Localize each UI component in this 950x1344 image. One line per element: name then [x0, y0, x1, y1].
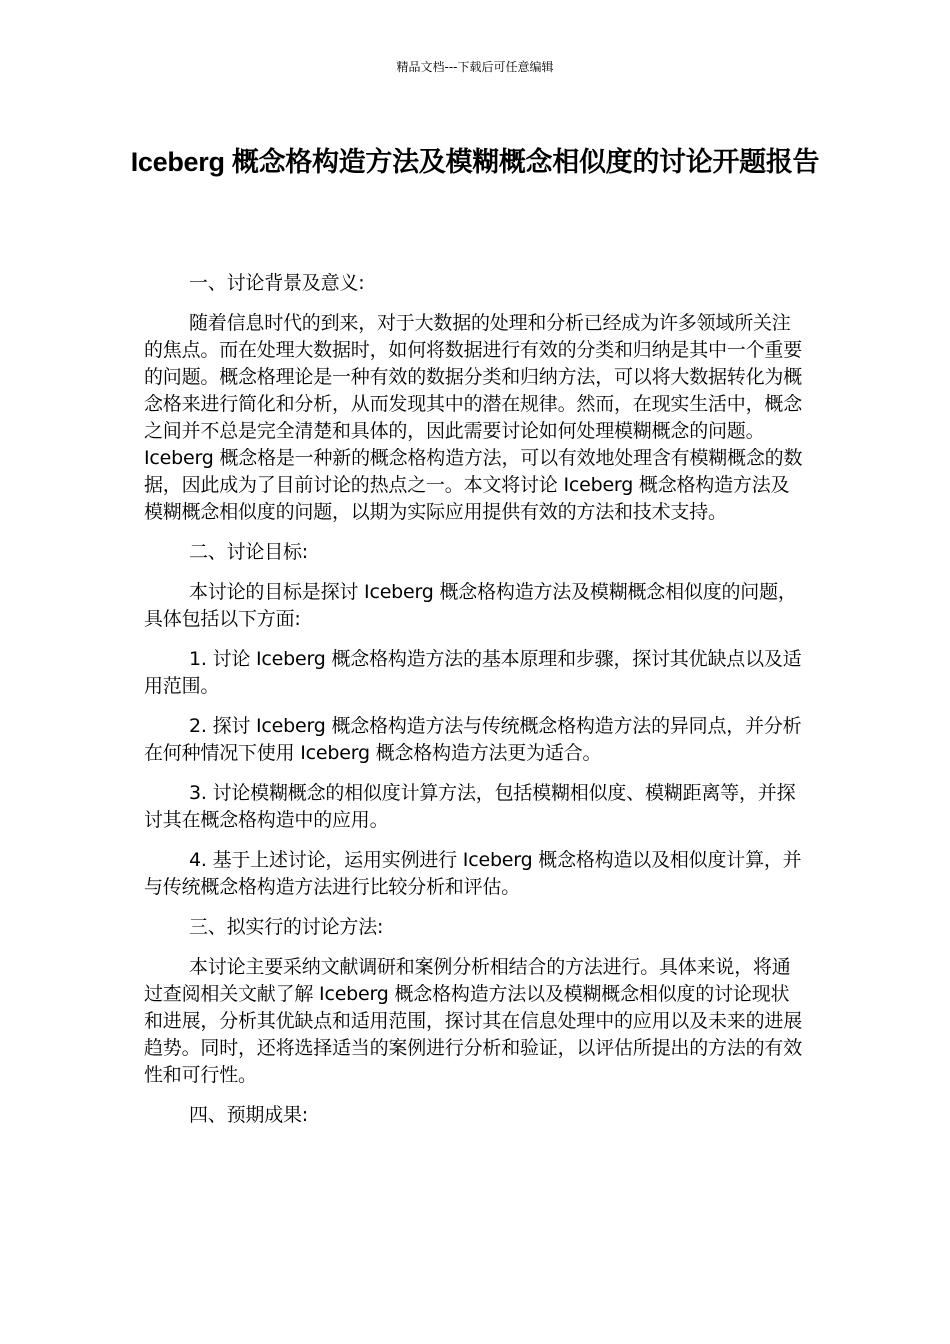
paragraph-goals-intro: 本讨论的目标是探讨 Iceberg 概念格构造方法及模糊概念相似度的问题，具体包括以下方面:: [144, 581, 797, 630]
section-heading-goals: 二、讨论目标:: [189, 541, 309, 563]
goal-item-3: 3. 讨论模糊概念的相似度计算方法，包括模糊相似度、模糊距离等，并探讨其在概念格构造中的应用。: [144, 782, 796, 831]
document-body: [144, 270, 808, 1142]
goal-item-1: 1. 讨论 Iceberg 概念格构造方法的基本原理和步骤，探讨其优缺点以及适用范围。: [144, 648, 802, 697]
goal-item-2: 2. 探讨 Iceberg 概念格构造方法与传统概念格构造方法的异同点，并分析在何种情况下使用 Iceberg 概念格构造方法更为适合。: [144, 715, 802, 764]
section-heading-outcomes: 四、预期成果:: [189, 1104, 309, 1126]
paragraph-background: 随着信息时代的到来，对于大数据的处理和分析已经成为许多领域所关注的焦点。而在处理大数据时，如何将数据进行有效的分类和归纳是其中一个重要的问题。概念格理论是一种有效的数据分类和归纳方法，可以将大数据转化为概念格来进行简化和分析，从而发现其中的潜在规律。然而，在现实生活中，概念之间并不总是完全清楚和具体的，因此需要讨论如何处理模糊概念的问题。Iceberg 概念格是一种新的概念格构造方法，可以有效地处理含有模糊概念的数据，因此成为了目前讨论的热点之一。本文将讨论 Iceberg 概念格构造方法及模糊概念相似度的问题，以期为实际应用提供有效的方法和技术支持。: [144, 312, 803, 523]
section-heading-methods: 三、拟实行的讨论方法:: [189, 916, 384, 938]
section-heading-background: 一、讨论背景及意义:: [189, 272, 365, 294]
paragraph-methods: 本讨论主要采纳文献调研和案例分析相结合的方法进行。具体来说，将通过查阅相关文献了解 Iceberg 概念格构造方法以及模糊概念相似度的讨论现状和进展，分析其优缺点和适用范围，探讨其在信息处理中的应用以及未来的进展趋势。同时，还将选择适当的案例进行分析和验证，以评估所提出的方法的有效性和可行性。: [144, 956, 803, 1086]
document-title: Iceberg 概念格构造方法及模糊概念相似度的讨论开题报告: [130, 147, 820, 177]
goal-item-4: 4. 基于上述讨论，运用实例进行 Iceberg 概念格构造以及相似度计算，并与传统概念格构造方法进行比较分析和评估。: [144, 849, 802, 898]
header-note: 精品文档---下载后可任意编辑: [396, 60, 554, 74]
